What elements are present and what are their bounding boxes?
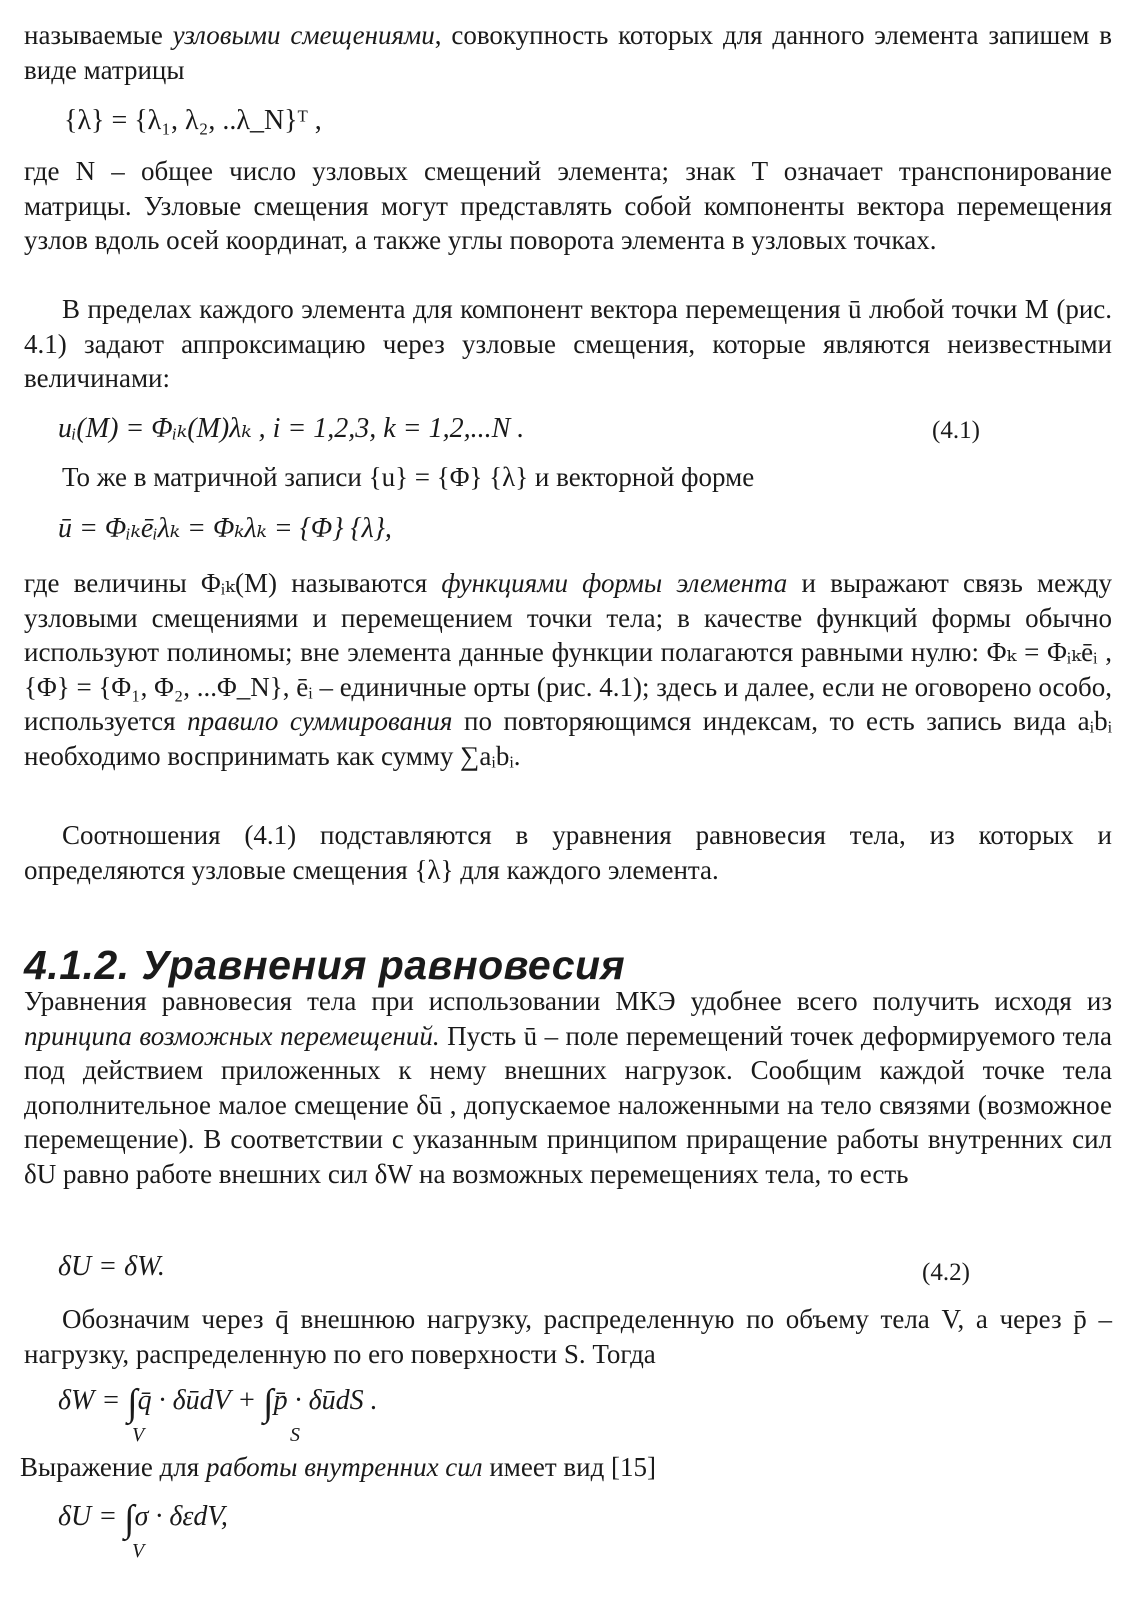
equation-4-2: δU = δW. [58, 1251, 165, 1282]
integral-limit-S: S [290, 1424, 300, 1446]
emphasis-term: функциями формы элемента [441, 568, 788, 598]
integral-sign: ∫ [124, 1498, 135, 1540]
paragraph-shape-functions [24, 566, 1112, 773]
equation-lambda-matrix: {λ} = {λ₁, λ₂, ..λ_N}ᵀ , [64, 105, 322, 136]
equation-number-4-1: (4.1) [932, 417, 980, 444]
text: по повторяющимся индексам, то есть запись вида aᵢbᵢ необходимо воспринимать как сумму ∑aᵢbᵢ. [24, 706, 1112, 771]
integral-limit-V: V [132, 1424, 145, 1446]
section-heading: 4.1.2. Уравнения равновесия [24, 942, 626, 988]
text: и выражают связь между узловыми смещениями и перемещением точки тела; в качестве функций формы обычно используют полиномы; вне элемента данные функции полагаются равными нулю: Φₖ = Φᵢₖēᵢ , {Φ} = {Φ₁, Φ₂, ...Φ_N}, ēᵢ – единичные орты (рис. 4.1); здесь и далее, если не оговорено особо, используется [24, 568, 1112, 736]
paragraph-approximation: В пределах каждого элемента для компонент вектора перемещения ū любой точки M (рис. 4.1) задают аппроксимацию через узловые смещения, которые являются неизвестными величинами: [24, 294, 1112, 393]
equation-lhs: δW = [58, 1385, 128, 1416]
text: Пусть ū – поле перемещений точек деформируемого тела под действием приложенных к нему внешних нагрузок. Сообщим каждой точке тела дополнительное малое смещение δū , допускаемое наложенными на тело связями (возможное перемещение). В соответствии с указанным принципом приращение работы внутренних сил δU равно работе внешних сил δW на возможных перемещениях тела, то есть [24, 1020, 1112, 1189]
emphasis-term: правило суммирования [187, 706, 453, 736]
equation-lhs: δU = [58, 1501, 125, 1532]
integral-sign: ∫ [263, 1382, 274, 1424]
text: , совокупность которых для данного элемента запишем в виде матрицы [24, 20, 1112, 85]
paragraph-external-loads: Обозначим через q̄ внешнюю нагрузку, распределенную по объему тела V, а через p̄ – нагрузку, распределенную по его поверхности S. Тогда [24, 1304, 1112, 1369]
text: где величины Φᵢₖ(M) называются [24, 568, 442, 598]
equation-term: q̄ · δūdV + [137, 1385, 264, 1416]
emphasis-term: принципа возможных перемещений. [24, 1020, 440, 1051]
paragraph-definition-N: где N – общее число узловых смещений элемента; знак T означает транспонирование матрицы. Узловые смещения могут представлять собой компоненты вектора перемещения узлов вдоль осей координат, а также углы поворота элемента в узловых точках. [24, 156, 1112, 255]
paragraph-matrix-notation: То же в матричной записи {u} = {Φ} {λ} и векторной форме [62, 462, 755, 492]
text: Уравнения равновесия тела при использовании МКЭ удобнее всего получить исходя из [24, 986, 1112, 1016]
emphasis-term: работы внутренних сил [205, 1452, 483, 1482]
equation-internal-work [58, 1498, 228, 1540]
equation-number-4-2: (4.2) [922, 1259, 970, 1286]
equation-term: σ · δεdV, [134, 1501, 228, 1532]
paragraph-internal-work [20, 1450, 1108, 1485]
paragraph-virtual-work-principle [24, 984, 1112, 1191]
text: называемые [24, 20, 173, 50]
equation-vector-form: ū = Φᵢₖēᵢλₖ = Φₖλₖ = {Φ} {λ}, [58, 513, 392, 544]
text: имеет вид [15] [482, 1452, 657, 1482]
emphasis-term: узловыми смещениями [172, 20, 435, 50]
paragraph-nodal-displacements [24, 18, 1112, 87]
integral-limit-V: V [132, 1540, 145, 1562]
text: Выражение для [20, 1452, 206, 1482]
paragraph-relations-substituted: Соотношения (4.1) подставляются в уравнения равновесия тела, из которых и определяются узловые смещения {λ} для каждого элемента. [24, 820, 1112, 885]
equation-4-1: uᵢ(M) = Φᵢₖ(M)λₖ , i = 1,2,3, k = 1,2,...N . [58, 413, 525, 444]
equation-term: p̄ · δūdS . [273, 1385, 378, 1416]
equation-external-work [58, 1382, 378, 1424]
integral-sign: ∫ [127, 1382, 138, 1424]
